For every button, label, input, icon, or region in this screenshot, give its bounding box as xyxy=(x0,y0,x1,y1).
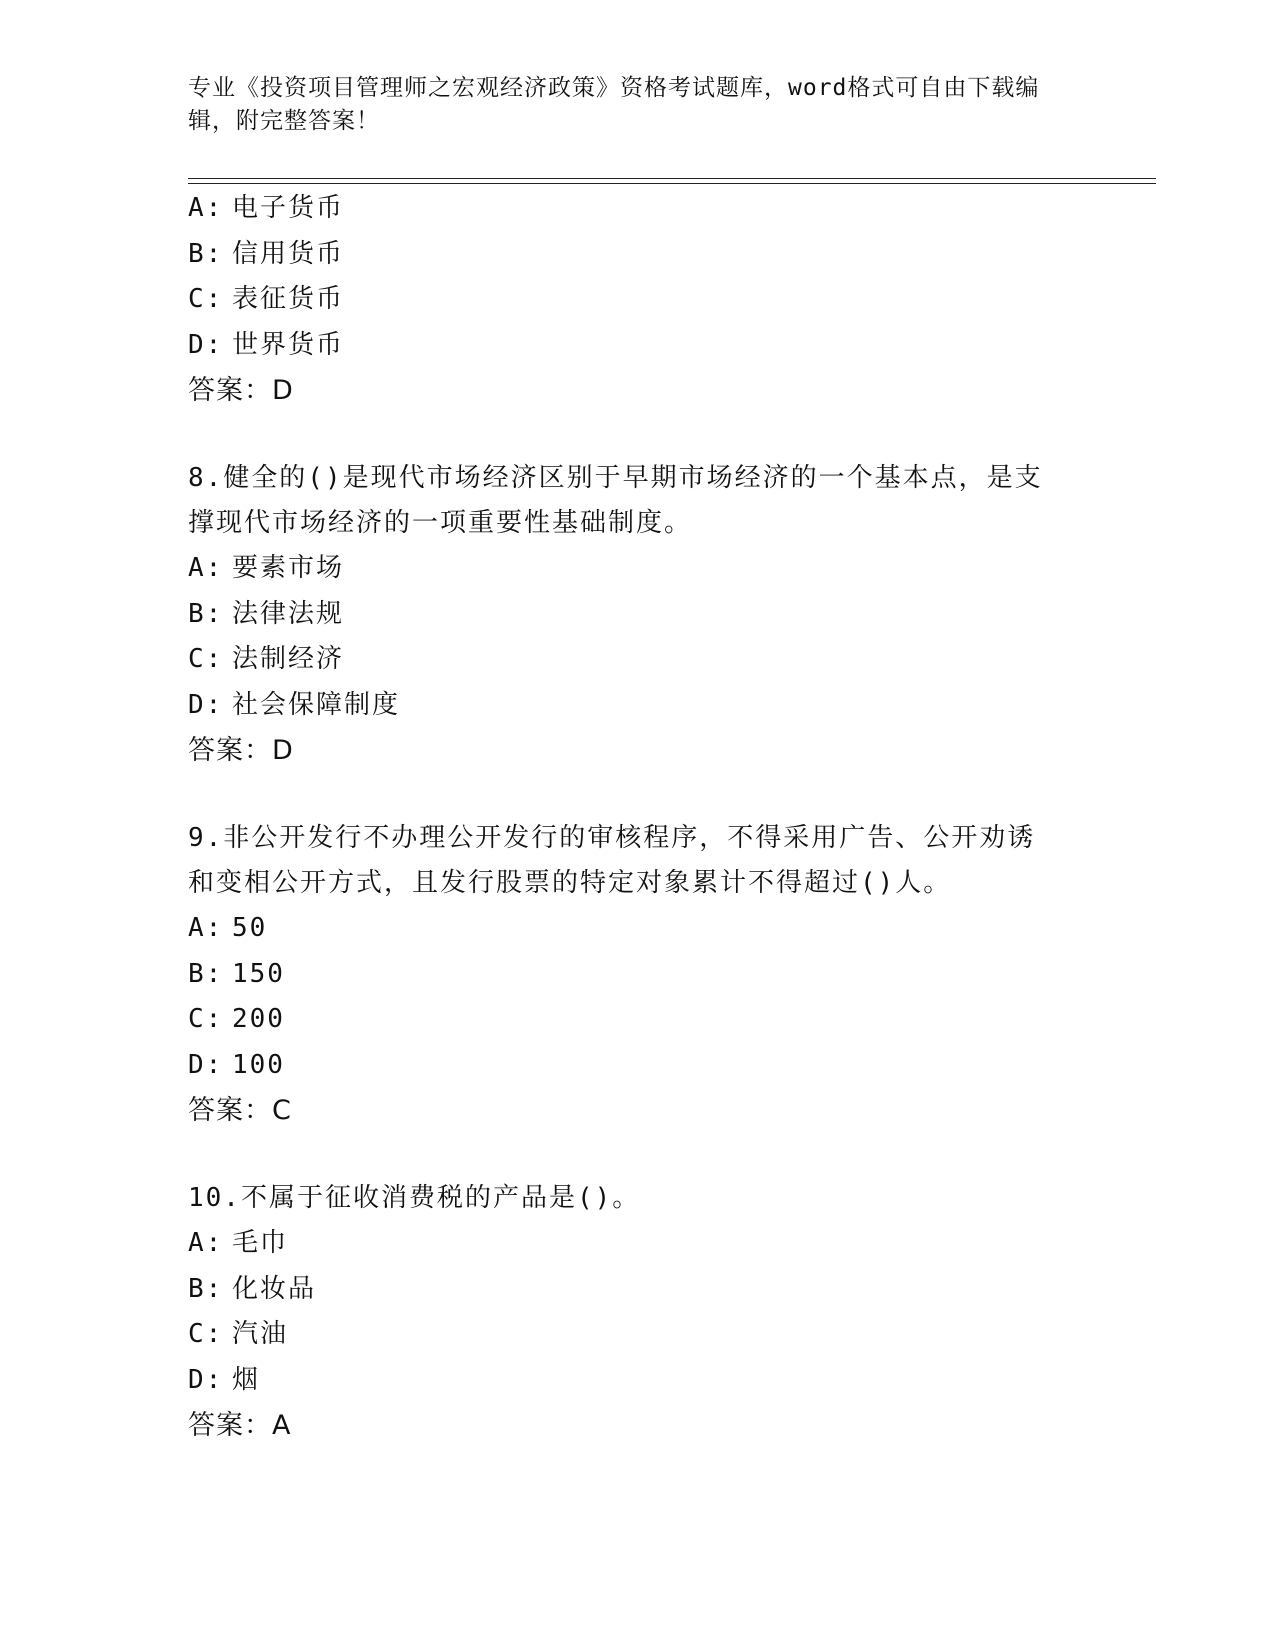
option-text: 化妆品 xyxy=(232,1273,317,1304)
option-text: 烟 xyxy=(232,1364,261,1395)
question-stem-line-2: 和变相公开方式，且发行股票的特定对象累计不得超过()人。 xyxy=(188,868,952,898)
option-c xyxy=(188,277,1068,323)
option-d xyxy=(188,1043,1068,1089)
option-text: 社会保障制度 xyxy=(232,689,401,720)
answer: 答案：D xyxy=(188,375,294,406)
option-text: 电子货币 xyxy=(232,193,345,223)
option-key: B: xyxy=(188,598,224,629)
option-key: A: xyxy=(188,913,224,943)
question-8 xyxy=(188,456,1068,773)
option-text: 50 xyxy=(232,913,268,943)
option-key: D: xyxy=(188,1364,224,1395)
document-header xyxy=(188,72,1088,138)
option-key: A: xyxy=(188,553,224,583)
option-key: B: xyxy=(188,1273,224,1304)
question-stem-line-1: 8.健全的()是现代市场经济区别于早期市场经济的一个基本点，是支 xyxy=(188,463,1043,493)
header-divider-top xyxy=(188,178,1156,179)
header-divider-bottom xyxy=(188,183,1156,184)
option-c xyxy=(188,637,1068,683)
option-c xyxy=(188,997,1068,1043)
option-d xyxy=(188,1358,1068,1404)
option-text: 150 xyxy=(232,958,285,989)
option-key: D: xyxy=(188,1049,224,1080)
option-key: C: xyxy=(188,1004,224,1034)
option-d xyxy=(188,683,1068,729)
option-key: A: xyxy=(188,1228,224,1258)
option-text: 要素市场 xyxy=(232,553,345,583)
question-9 xyxy=(188,816,1068,1133)
option-text: 法律法规 xyxy=(232,598,345,629)
option-b xyxy=(188,592,1068,638)
option-a xyxy=(188,906,1068,952)
option-key: D: xyxy=(188,329,224,360)
option-text: 100 xyxy=(232,1049,285,1080)
option-c xyxy=(188,1312,1068,1358)
answer: 答案：C xyxy=(188,1095,292,1126)
option-text: 法制经济 xyxy=(232,644,345,674)
question-stem-line-1: 10.不属于征收消费税的产品是()。 xyxy=(188,1183,641,1213)
option-key: C: xyxy=(188,1319,224,1349)
option-text: 毛巾 xyxy=(232,1228,289,1258)
option-b xyxy=(188,952,1068,998)
option-key: C: xyxy=(188,284,224,314)
option-a xyxy=(188,186,1068,232)
option-a xyxy=(188,1221,1068,1267)
option-key: B: xyxy=(188,958,224,989)
option-text: 世界货币 xyxy=(232,329,345,360)
answer: 答案：D xyxy=(188,735,294,766)
option-key: D: xyxy=(188,689,224,720)
option-text: 汽油 xyxy=(232,1319,289,1349)
option-key: B: xyxy=(188,238,224,269)
question-10 xyxy=(188,1176,1068,1448)
option-key: A: xyxy=(188,193,224,223)
header-line-1: 专业《投资项目管理师之宏观经济政策》资格考试题库，word格式可自由下载编 xyxy=(188,75,1040,101)
answer: 答案：A xyxy=(188,1410,292,1441)
option-b xyxy=(188,232,1068,278)
option-text: 200 xyxy=(232,1004,285,1034)
question-stem-line-2: 撑现代市场经济的一项重要性基础制度。 xyxy=(188,508,693,538)
option-d xyxy=(188,323,1068,369)
question-7 xyxy=(188,186,1068,413)
option-key: C: xyxy=(188,644,224,674)
option-b xyxy=(188,1267,1068,1313)
option-a xyxy=(188,546,1068,592)
question-stem-line-1: 9.非公开发行不办理公开发行的审核程序，不得采用广告、公开劝诱 xyxy=(188,823,1036,853)
option-text: 信用货币 xyxy=(232,238,345,269)
header-line-2: 辑，附完整答案！ xyxy=(188,108,380,134)
option-text: 表征货币 xyxy=(232,284,345,314)
